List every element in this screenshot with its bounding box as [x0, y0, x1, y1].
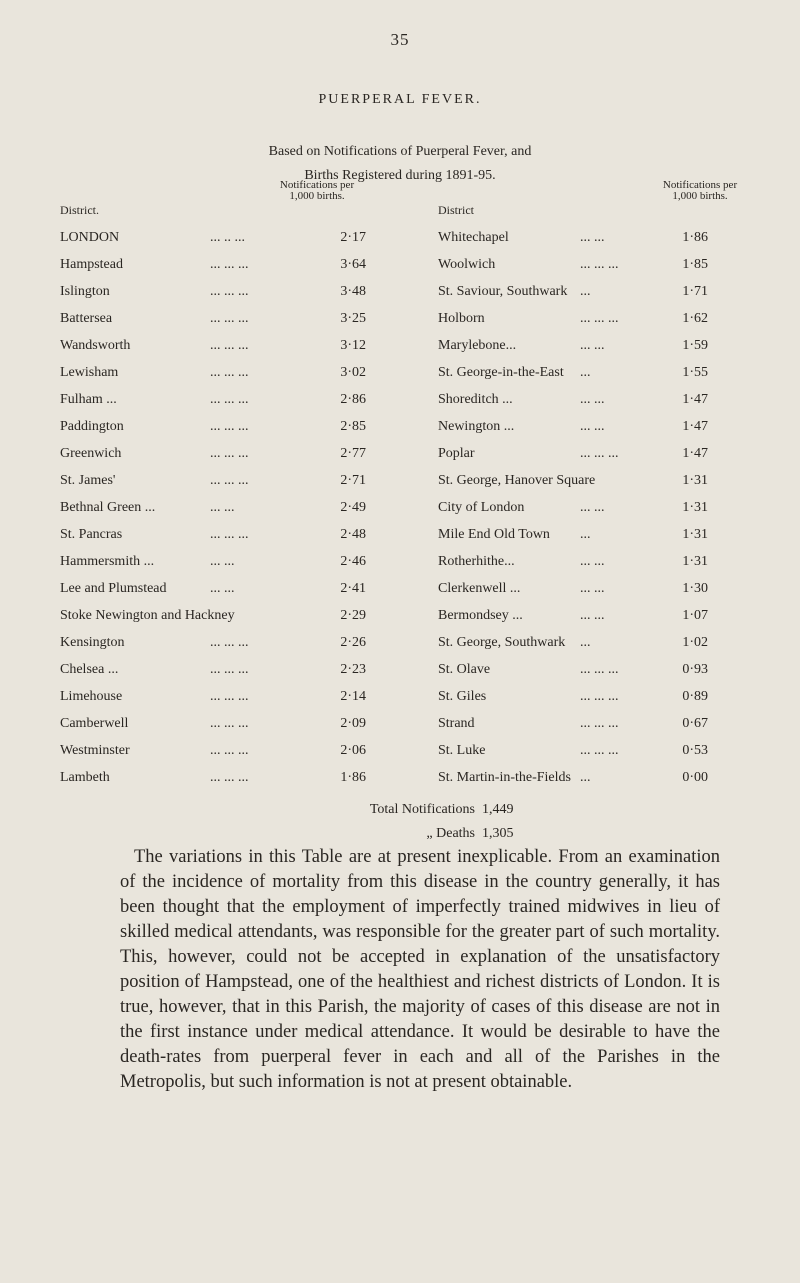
left-leader-dots: ... ... ...	[210, 446, 249, 461]
right-district-name: St. Martin-in-the-Fields	[438, 770, 571, 785]
left-leader-dots: ... ... ...	[210, 635, 249, 650]
left-notification-rate: 3·12	[340, 338, 366, 353]
table-row	[60, 284, 760, 311]
right-notification-rate: 1·47	[682, 446, 708, 461]
right-notification-rate: 1·31	[682, 473, 708, 488]
left-district-name: Chelsea ...	[60, 662, 119, 677]
table-row	[60, 419, 760, 446]
left-leader-dots: ... ... ...	[210, 338, 249, 353]
right-district-name: Shoreditch ...	[438, 392, 513, 407]
left-district-name: Westminster	[60, 743, 130, 758]
right-notification-rate: 1·85	[682, 257, 708, 272]
right-notification-rate: 1·30	[682, 581, 708, 596]
table-row	[60, 608, 760, 635]
left-leader-dots: ... ... ...	[210, 392, 249, 407]
right-notification-rate: 1·31	[682, 554, 708, 569]
right-leader-dots: ...	[580, 284, 591, 299]
commentary-paragraph: The variations in this Table are at present inexplicable. From an examination of the incidence of mortality from this disease in the country generally, it has been thought that the employment of imperfectly trained midwives in lieu of skilled medical attendants, was responsible for the greater part of such mortality. This, however, could not be accepted in explanation of the unsatisfactory position of Hampstead, one of the healthiest and richest districts of London. It is true, however, that in this Parish, the majority of cases of this disease are not in the first instance under medical attendance. It would be desirable to have the death-rates from puerperal fever in each and all of the Parishes in the Metropolis, but such information is not at present obtainable.	[120, 847, 720, 1092]
left-notification-rate: 2·29	[340, 608, 366, 623]
right-notification-rate: 1·07	[682, 608, 708, 623]
left-district-name: Limehouse	[60, 689, 123, 704]
right-leader-dots: ... ... ...	[580, 257, 619, 272]
right-leader-dots: ... ...	[580, 554, 605, 569]
left-district-name: Stoke Newington and Hackney	[60, 608, 235, 623]
right-notification-rate: 1·59	[682, 338, 708, 353]
table-row	[60, 743, 760, 770]
right-district-name: St. Saviour, Southwark	[438, 284, 568, 299]
left-district-name: Battersea	[60, 311, 113, 326]
right-leader-dots: ...	[580, 770, 591, 785]
left-leader-dots: ... ... ...	[210, 284, 249, 299]
right-district-name: City of London	[438, 500, 525, 515]
right-leader-dots: ... ...	[580, 581, 605, 596]
total-notifications-value: 1,449	[482, 802, 514, 817]
left-district-name: Lewisham	[60, 365, 119, 380]
left-leader-dots: ... ... ...	[210, 662, 249, 677]
left-district-name: Hammersmith ...	[60, 554, 155, 569]
left-notification-rate: 2·77	[340, 446, 366, 461]
left-notification-rate: 2·06	[340, 743, 366, 758]
left-notification-rate: 2·17	[340, 230, 366, 245]
left-notification-rate: 2·09	[340, 716, 366, 731]
page-number: 35	[390, 30, 410, 49]
right-notification-rate: 0·00	[682, 770, 708, 785]
table-row	[60, 527, 760, 554]
table-row	[60, 662, 760, 689]
right-district-name: Strand	[438, 716, 475, 731]
table-row	[60, 392, 760, 419]
left-notification-rate: 2·85	[340, 419, 366, 434]
notifications-table	[60, 230, 760, 797]
header-district-right: District	[438, 203, 474, 217]
right-district-name: St. George-in-the-East	[438, 365, 564, 380]
left-district-name: Bethnal Green ...	[60, 500, 156, 515]
right-leader-dots: ... ...	[580, 500, 605, 515]
right-leader-dots: ...	[580, 635, 591, 650]
right-leader-dots: ... ...	[580, 608, 605, 623]
left-notification-rate: 2·23	[340, 662, 366, 677]
subtitle-line-2: Births Registered during 1891-95.	[304, 168, 496, 183]
left-leader-dots: ... ... ...	[210, 743, 249, 758]
left-notification-rate: 3·25	[340, 311, 366, 326]
right-district-name: St. Giles	[438, 689, 487, 704]
table-row	[60, 635, 760, 662]
table-row	[60, 716, 760, 743]
left-notification-rate: 1·86	[340, 770, 366, 785]
right-district-name: Rotherhithe...	[438, 554, 515, 569]
left-notification-rate: 2·41	[340, 581, 366, 596]
left-notification-rate: 3·64	[340, 257, 366, 272]
total-deaths-label: „ Deaths	[426, 826, 475, 841]
right-leader-dots: ... ... ...	[580, 689, 619, 704]
table-row	[60, 446, 760, 473]
right-district-name: St. Olave	[438, 662, 491, 677]
left-leader-dots: ... ... ...	[210, 527, 249, 542]
right-district-name: St. George, Hanover Square	[438, 473, 596, 488]
table-row	[60, 365, 760, 392]
left-leader-dots: ... ... ...	[210, 257, 249, 272]
right-district-name: Newington ...	[438, 419, 515, 434]
table-row	[60, 473, 760, 500]
left-leader-dots: ... ... ...	[210, 419, 249, 434]
right-leader-dots: ... ...	[580, 338, 605, 353]
left-leader-dots: ... ...	[210, 554, 235, 569]
right-district-name: Marylebone...	[438, 338, 517, 353]
right-district-name: St. George, Southwark	[438, 635, 566, 650]
right-notification-rate: 0·89	[682, 689, 708, 704]
left-leader-dots: ... ... ...	[210, 311, 249, 326]
right-notification-rate: 1·62	[682, 311, 708, 326]
left-district-name: Hampstead	[60, 257, 123, 272]
right-district-name: Holborn	[438, 311, 485, 326]
table-row	[60, 311, 760, 338]
right-district-name: Whitechapel	[438, 230, 509, 245]
page-title: PUERPERAL FEVER.	[318, 92, 482, 107]
left-district-name: LONDON	[60, 230, 120, 245]
right-notification-rate: 0·67	[682, 716, 708, 731]
table-row	[60, 338, 760, 365]
left-notification-rate: 3·02	[340, 365, 366, 380]
left-district-name: Wandsworth	[60, 338, 131, 353]
table-row	[60, 581, 760, 608]
left-district-name: Kensington	[60, 635, 125, 650]
right-notification-rate: 0·93	[682, 662, 708, 677]
left-notification-rate: 3·48	[340, 284, 366, 299]
left-district-name: St. Pancras	[60, 527, 123, 542]
right-leader-dots: ... ... ...	[580, 446, 619, 461]
table-row	[60, 554, 760, 581]
right-notification-rate: 0·53	[682, 743, 708, 758]
right-leader-dots: ...	[580, 365, 591, 380]
right-notification-rate: 1·31	[682, 500, 708, 515]
table-row	[60, 500, 760, 527]
right-district-name: Poplar	[438, 446, 475, 461]
right-leader-dots: ... ... ...	[580, 311, 619, 326]
total-notifications-label: Total Notifications	[369, 802, 475, 817]
right-notification-rate: 1·86	[682, 230, 708, 245]
left-notification-rate: 2·48	[340, 527, 366, 542]
header-notifications-right: Notifications per 1,000 births.	[662, 179, 738, 202]
right-notification-rate: 1·02	[682, 635, 708, 650]
right-leader-dots: ... ... ...	[580, 743, 619, 758]
left-notification-rate: 2·71	[340, 473, 366, 488]
left-leader-dots: ... .. ...	[210, 230, 245, 245]
right-district-name: Bermondsey ...	[438, 608, 523, 623]
left-district-name: Camberwell	[60, 716, 129, 731]
right-district-name: Clerkenwell ...	[438, 581, 521, 596]
right-district-name: Woolwich	[438, 257, 496, 272]
right-notification-rate: 1·31	[682, 527, 708, 542]
left-district-name: Paddington	[60, 419, 124, 434]
left-leader-dots: ... ... ...	[210, 689, 249, 704]
right-district-name: St. Luke	[438, 743, 486, 758]
header-district-left: District.	[60, 203, 99, 217]
left-notification-rate: 2·86	[340, 392, 366, 407]
left-district-name: St. James'	[60, 473, 116, 488]
left-leader-dots: ... ... ...	[210, 716, 249, 731]
left-leader-dots: ... ... ...	[210, 365, 249, 380]
table-row	[60, 689, 760, 716]
right-notification-rate: 1·47	[682, 419, 708, 434]
right-leader-dots: ... ... ...	[580, 662, 619, 677]
table-row	[60, 770, 760, 797]
right-notification-rate: 1·71	[682, 284, 708, 299]
left-leader-dots: ... ...	[210, 581, 235, 596]
left-notification-rate: 2·46	[340, 554, 366, 569]
left-district-name: Lee and Plumstead	[60, 581, 167, 596]
total-deaths-value: 1,305	[482, 826, 514, 841]
right-leader-dots: ... ...	[580, 230, 605, 245]
table-row	[60, 230, 760, 257]
left-district-name: Fulham ...	[60, 392, 117, 407]
header-notifications-left: Notifications per 1,000 births.	[279, 179, 355, 202]
right-notification-rate: 1·55	[682, 365, 708, 380]
right-leader-dots: ... ... ...	[580, 716, 619, 731]
left-notification-rate: 2·14	[340, 689, 366, 704]
left-notification-rate: 2·26	[340, 635, 366, 650]
left-notification-rate: 2·49	[340, 500, 366, 515]
right-leader-dots: ...	[580, 527, 591, 542]
left-leader-dots: ... ... ...	[210, 770, 249, 785]
right-district-name: Mile End Old Town	[438, 527, 550, 542]
left-district-name: Greenwich	[60, 446, 122, 461]
left-district-name: Islington	[60, 284, 110, 299]
right-notification-rate: 1·47	[682, 392, 708, 407]
subtitle-line-1: Based on Notifications of Puerperal Fever, and	[268, 144, 532, 159]
left-leader-dots: ... ... ...	[210, 473, 249, 488]
left-leader-dots: ... ...	[210, 500, 235, 515]
left-district-name: Lambeth	[60, 770, 110, 785]
table-row	[60, 257, 760, 284]
right-leader-dots: ... ...	[580, 392, 605, 407]
right-leader-dots: ... ...	[580, 419, 605, 434]
